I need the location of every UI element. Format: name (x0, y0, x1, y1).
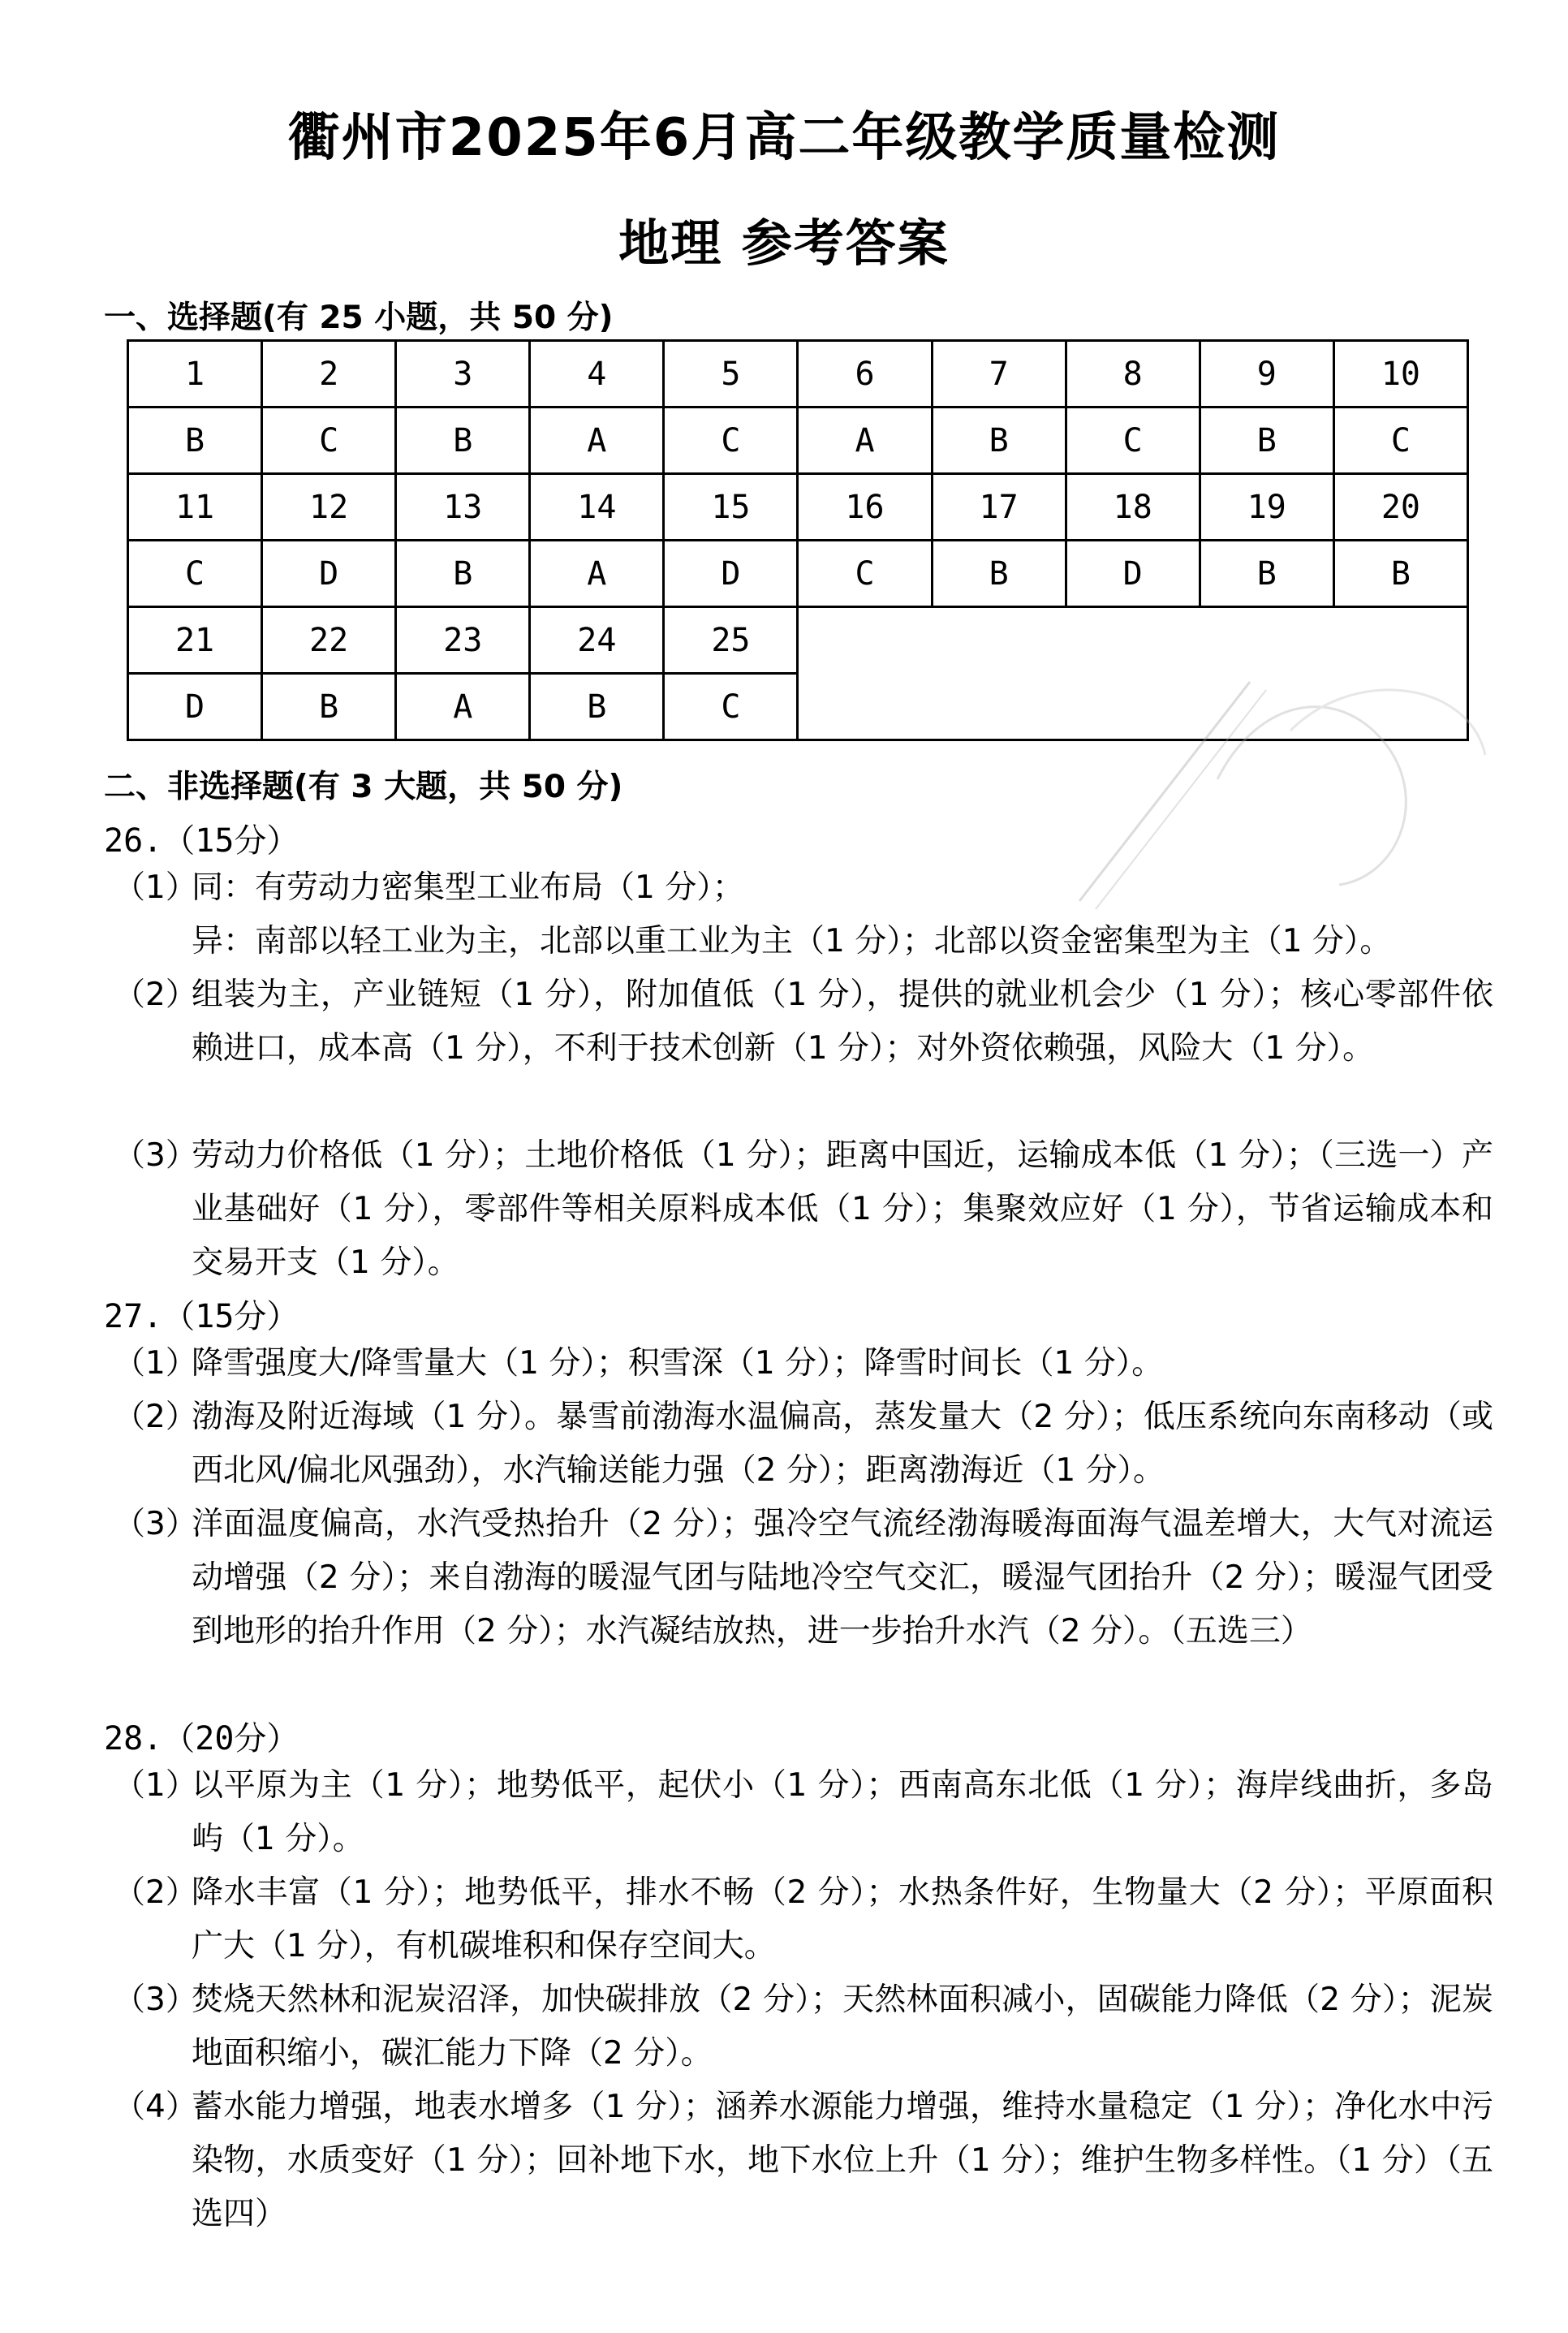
table-cell: 1 (128, 341, 262, 408)
table-cell: 7 (932, 341, 1066, 408)
q28-item-4 (114, 2081, 1493, 2241)
table-cell: C (1333, 408, 1467, 474)
table-cell: 6 (798, 341, 932, 408)
item-number: （3） (114, 1506, 197, 1542)
q28-item-2 (114, 1866, 1493, 1973)
document-title: 衢州市2025年6月高二年级教学质量检测 (287, 108, 1281, 168)
q26-item-2 (114, 968, 1493, 1076)
table-cell: 25 (664, 607, 798, 674)
item-number: （2） (114, 977, 197, 1013)
table-cell: 14 (530, 474, 664, 541)
table-cell: 20 (1333, 474, 1467, 541)
table-cell: B (1333, 541, 1467, 607)
table-cell: 10 (1333, 341, 1467, 408)
table-cell: B (932, 408, 1066, 474)
q27-item-3 (114, 1498, 1493, 1658)
item-number: （3） (114, 1137, 197, 1174)
table-cell: C (1066, 408, 1200, 474)
table-row (128, 408, 1468, 474)
table-cell: 19 (1200, 474, 1333, 541)
table-cell: B (1200, 541, 1333, 607)
table-cell: A (530, 408, 664, 474)
table-cell: C (664, 408, 798, 474)
table-cell: B (530, 674, 664, 740)
table-cell: 3 (396, 341, 530, 408)
table-cell: D (128, 674, 262, 740)
table-cell: 8 (1066, 341, 1200, 408)
item-number: （1） (114, 869, 197, 906)
item-text: 渤海及附近海域（1 分）。暴雪前渤海水温偏高，蒸发量大（2 分）；低压系统向东南移动（或西北风/偏北风强劲），水汽输送能力强（2 分）；距离渤海近（1 分）。 (192, 1399, 1493, 1489)
table-cell: 9 (1200, 341, 1333, 408)
q27-item-2 (114, 1391, 1493, 1498)
table-cell: B (262, 674, 396, 740)
table-cell: C (798, 541, 932, 607)
item-number: （2） (114, 1399, 197, 1435)
q28-item-3 (114, 1973, 1493, 2081)
table-cell: 18 (1066, 474, 1200, 541)
item-number: （3） (114, 1982, 197, 2018)
table-cell: A (530, 541, 664, 607)
item-number: （2） (114, 1874, 197, 1911)
table-cell: C (664, 674, 798, 740)
question-26-label: 26.（15分） (104, 822, 299, 860)
table-cell: 5 (664, 341, 798, 408)
table-cell: D (664, 541, 798, 607)
table-cell: 13 (396, 474, 530, 541)
section-2-heading: 二、非选择题(有 3 大题，共 50 分) (104, 769, 623, 805)
table-cell: 11 (128, 474, 262, 541)
table-cell: C (262, 408, 396, 474)
table-cell: A (798, 408, 932, 474)
table-cell: 22 (262, 607, 396, 674)
q26-item-1 (114, 861, 1493, 968)
table-cell: 2 (262, 341, 396, 408)
table-cell: 21 (128, 607, 262, 674)
table-cell: 16 (798, 474, 932, 541)
table-cell: A (396, 674, 530, 740)
document-subtitle: 地理 参考答案 (618, 213, 950, 273)
item-number: （1） (114, 1345, 197, 1382)
item-text-continued: 异：南部以轻工业为主，北部以重工业为主（1 分）；北部以资金密集型为主（1 分）。 (192, 923, 1392, 960)
item-text: 洋面温度偏高，水汽受热抬升（2 分）；强冷空气流经渤海暖海面海气温差增大，大气对流运动增强（2 分）；来自渤海的暖湿气团与陆地冷空气交汇，暖湿气团抬升（2 分）；暖湿气团受到地形的抬升作用（2 分）；水汽凝结放热，进一步抬升水汽（2 分）。（五选三） (192, 1506, 1493, 1649)
table-row (128, 474, 1468, 541)
table-cell: 12 (262, 474, 396, 541)
item-text: 同：有劳动力密集型工业布局（1 分）； (192, 869, 744, 906)
table-cell: 17 (932, 474, 1066, 541)
q27-item-1 (114, 1337, 1493, 1391)
question-28-label: 28.（20分） (104, 1720, 299, 1757)
table-cell: D (262, 541, 396, 607)
item-number: （1） (114, 1767, 197, 1804)
item-text: 劳动力价格低（1 分）；土地价格低（1 分）；距离中国近，运输成本低（1 分）；（三选一）产业基础好（1 分），零部件等相关原料成本低（1 分）；集聚效应好（1 分），节省运输成本和交易开支（1 分）。 (192, 1137, 1493, 1281)
table-cell: B (396, 408, 530, 474)
table-cell: 23 (396, 607, 530, 674)
table-row (128, 541, 1468, 607)
table-cell: C (128, 541, 262, 607)
q26-item-3 (114, 1129, 1493, 1290)
q28-item-1 (114, 1759, 1493, 1866)
item-text: 组装为主，产业链短（1 分），附加值低（1 分），提供的就业机会少（1 分）；核心零部件依赖进口，成本高（1 分），不利于技术创新（1 分）；对外资依赖强，风险大（1 分）。 (192, 977, 1493, 1067)
table-cell: 15 (664, 474, 798, 541)
item-text: 焚烧天然林和泥炭沼泽，加快碳排放（2 分）；天然林面积减小，固碳能力降低（2 分）；泥炭地面积缩小，碳汇能力下降（2 分）。 (192, 1982, 1493, 2072)
item-text: 降雪强度大/降雪量大（1 分）；积雪深（1 分）；降雪时间长（1 分）。 (192, 1345, 1164, 1382)
item-number: （4） (114, 2089, 197, 2125)
question-27-label: 27.（15分） (104, 1298, 299, 1335)
table-cell: B (128, 408, 262, 474)
item-text: 蓄水能力增强，地表水增多（1 分）；涵养水源能力增强，维持水量稳定（1 分）；净化水中污染物，水质变好（1 分）；回补地下水，地下水位上升（1 分）；维护生物多样性。（1 分）（五选四） (192, 2089, 1493, 2232)
item-text: 降水丰富（1 分）；地势低平，排水不畅（2 分）；水热条件好，生物量大（2 分）；平原面积广大（1 分），有机碳堆积和保存空间大。 (192, 1874, 1493, 1964)
table-cell: 4 (530, 341, 664, 408)
table-cell: B (932, 541, 1066, 607)
section-1-heading: 一、选择题(有 25 小题，共 50 分) (104, 300, 614, 336)
table-cell: 24 (530, 607, 664, 674)
item-text: 以平原为主（1 分）；地势低平，起伏小（1 分）；西南高东北低（1 分）；海岸线曲折，多岛屿（1 分）。 (192, 1767, 1493, 1857)
table-cell: B (1200, 408, 1333, 474)
table-row (128, 341, 1468, 408)
table-cell: D (1066, 541, 1200, 607)
table-cell: B (396, 541, 530, 607)
